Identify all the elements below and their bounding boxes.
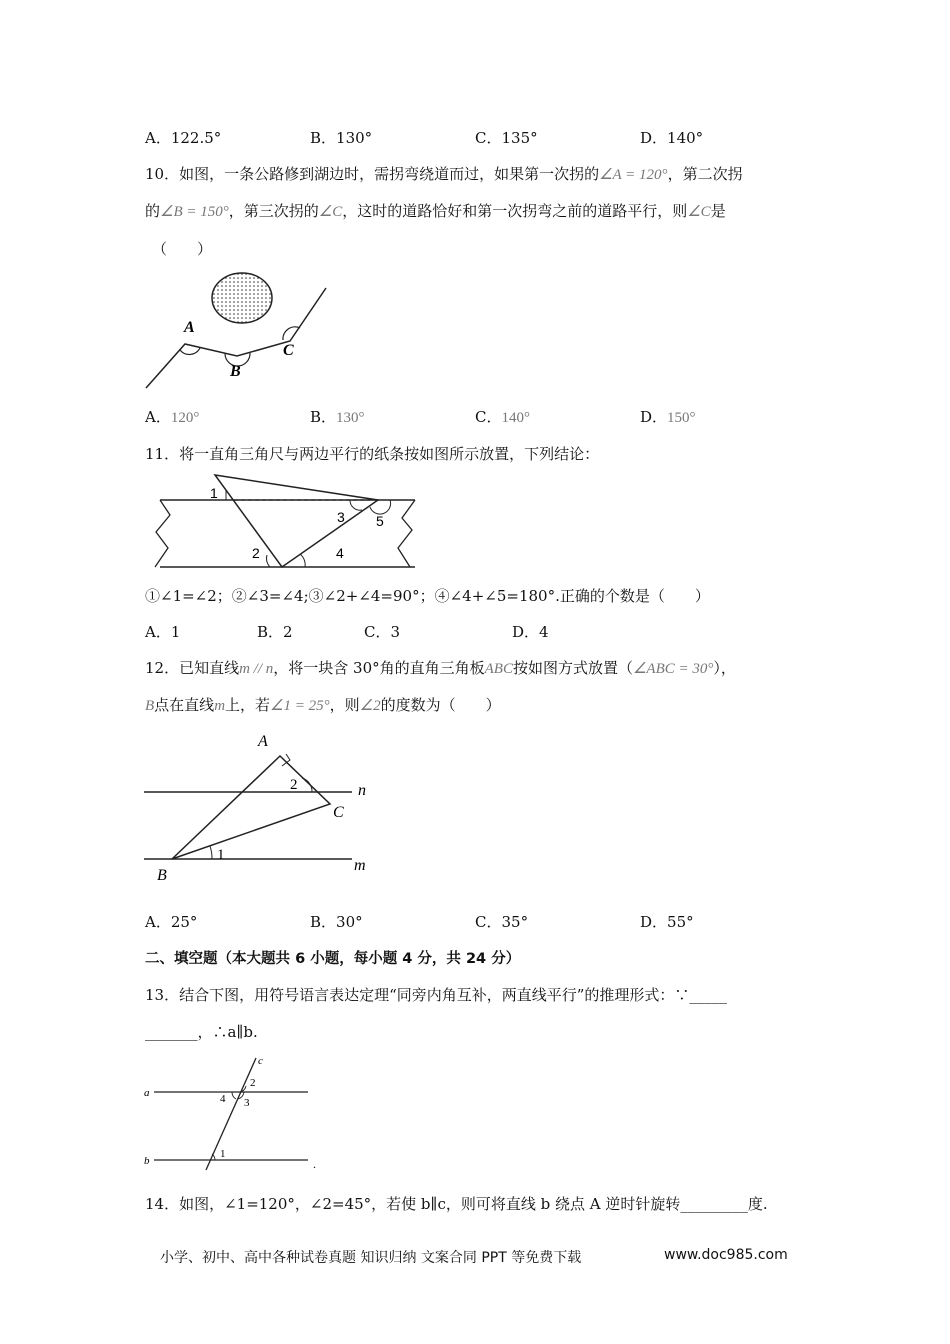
q13-stem-line1: 13．结合下图，用符号语言表达定理“同旁内角互补，两直线平行”的推理形式：∵_____ (145, 986, 727, 1004)
angle-2-arc (266, 555, 270, 567)
q11-conclusions: ①∠1=∠2；②∠3=∠4;③∠2+∠4=90°；④∠4+∠5=180°.正确的个数是（ ） (145, 587, 710, 605)
angle-5-arc (370, 500, 391, 514)
label-b: B (157, 867, 167, 884)
q10-option-b: B．130° (310, 408, 365, 426)
q10-answer-paren: （ ） (152, 240, 213, 258)
label-b: b (144, 1155, 150, 1167)
label-3: 3 (337, 509, 345, 525)
q11-stem: 11．将一直角三角尺与两边平行的纸条按如图所示放置，下列结论： (145, 445, 600, 463)
section-fill-in-blank-heading: 二、填空题（本大题共 6 小题，每小题 4 分，共 24 分） (145, 951, 521, 967)
q13-transversal-figure (140, 1054, 330, 1174)
label-angle-1: 1 (217, 847, 225, 863)
label-m: m (354, 857, 366, 874)
angle-2-arc (302, 778, 312, 792)
q10-option-d: D．150° (640, 408, 696, 426)
label-a: a (144, 1087, 150, 1099)
label-2: 2 (252, 545, 260, 561)
q10-road-figure (140, 268, 340, 393)
q12-option-a: A．25° (145, 913, 198, 931)
q11-option-c: C．3 (364, 623, 401, 641)
label-3: 3 (244, 1097, 250, 1109)
label-c: c (258, 1055, 263, 1067)
q10-option-c: C．140° (475, 408, 530, 426)
label-1: 1 (220, 1148, 226, 1160)
q11-triangle-strip-figure (140, 470, 425, 575)
angle-4-arc (232, 1092, 236, 1099)
q12-parallel-lines-figure (140, 726, 380, 886)
lake-ellipse (212, 273, 272, 323)
angle-1-arc (210, 846, 212, 859)
trailing-period: . (313, 1157, 316, 1171)
q11-option-d: D．4 (512, 623, 549, 641)
q10-option-a: A．120° (145, 408, 200, 426)
right-triangle (215, 475, 378, 567)
label-1: 1 (210, 485, 218, 501)
q9-option-c: C．135° (475, 129, 538, 147)
line-c-transversal (206, 1058, 256, 1170)
q9-option-b: B．130° (310, 129, 373, 147)
q10-stem-line1: 10．如图，一条公路修到湖边时，需拐弯绕道而过，如果第一次拐的∠A = 120°，第二次拐 (145, 165, 743, 183)
q9-option-d: D．140° (640, 129, 704, 147)
q9-option-a: A．122.5° (145, 129, 222, 147)
strip-right-tear (398, 500, 415, 567)
angle-3-arc (350, 500, 362, 510)
label-2: 2 (250, 1077, 256, 1089)
label-a: A (258, 733, 268, 750)
label-angle-2: 2 (290, 777, 298, 793)
label-b: B (230, 363, 241, 380)
label-4: 4 (220, 1093, 226, 1105)
label-4: 4 (336, 545, 344, 561)
q11-option-a: A．1 (145, 623, 181, 641)
label-5: 5 (376, 513, 384, 529)
q12-option-c: C．35° (475, 913, 529, 931)
q13-stem-line2: _______，∴a∥b. (145, 1023, 258, 1041)
label-c: C (333, 804, 344, 821)
q12-option-b: B．30° (310, 913, 363, 931)
strip-left-tear (155, 500, 170, 567)
triangle-abc (172, 756, 330, 859)
label-a: A (184, 319, 195, 336)
label-n: n (358, 782, 366, 799)
q12-stem-line1: 12．已知直线m // n，将一块含 30°角的直角三角板ABC按如图方式放置（∠ABC = 30°）， (145, 659, 736, 677)
q10-stem-line2: 的∠B = 150°，第三次拐的∠C，这时的道路恰好和第一次拐弯之前的道路平行，则∠C是 (145, 202, 726, 220)
label-c: C (283, 342, 294, 359)
q14-stem: 14．如图，∠1=120°，∠2=45°，若使 b∥c，则可将直线 b 绕点 A 逆时针旋转_________度. (145, 1195, 768, 1213)
q11-option-b: B．2 (257, 623, 293, 641)
q12-option-d: D．55° (640, 913, 694, 931)
angle-4-arc (300, 554, 305, 567)
footer-description: 小学、初中、高中各种试卷真题 知识归纳 文案合同 PPT 等免费下载 (160, 1250, 582, 1266)
q12-stem-line2: B点在直线m上，若∠1 = 25°，则∠2的度数为（ ） (145, 696, 501, 714)
footer-url[interactable]: www.doc985.com (664, 1247, 788, 1263)
angle-a-arc (180, 348, 200, 354)
